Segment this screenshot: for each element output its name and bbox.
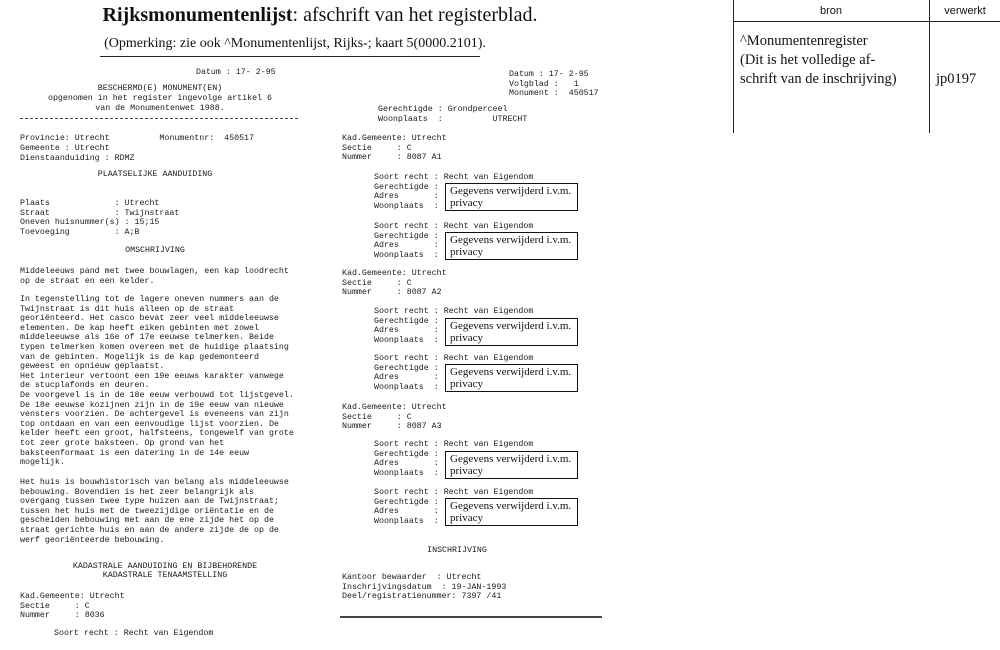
parcel-a1-entry-1-labels: Soort recht : Recht van Eigendom Gerechtigde : Adres : Woonplaats : xyxy=(374,173,534,211)
verwerkt-cell: jp0197 xyxy=(936,71,977,87)
soort-recht-line: Soort recht : Recht van Eigendom xyxy=(54,629,214,638)
omschrijving-paragraph-3: Het huis is bouwhistorisch van belang als middeleeuwse bebouwing. Bovendien is het zeer belangrijk als overgang tussen twee type huizen aan de Twijnstraat; tussen het huis met de tweezijdige oriëntatie en de gescheiden bebouwing met aan de ene zijde het op de straat gerichte huis en aan de andere zijde de op de werf georiënteerde bebouwing. xyxy=(20,478,289,545)
bottom-rule xyxy=(340,616,602,618)
bron-cell: ^Monumentenregister (Dit is het volledige af- schrift van de inschrijving) xyxy=(740,33,897,87)
privacy-redaction-box xyxy=(445,183,578,211)
privacy-redaction-box xyxy=(445,364,578,392)
title-rest: : afschrift van het registerblad. xyxy=(292,4,538,26)
inschrijving-block: Kantoor bewaarder : Utrecht Inschrijvingsdatum : 19-JAN-1993 Deel/registratienummer: 7397 /41 xyxy=(342,573,507,602)
provincie-line: Provincie: Utrecht Monumentnr: 450517 xyxy=(20,134,255,143)
privacy-redaction-box xyxy=(445,498,578,526)
redaction-text: privacy xyxy=(450,246,483,258)
redaction-text: Gegevens verwijderd i.v.m. xyxy=(450,500,572,512)
redaction-text: Gegevens verwijderd i.v.m. xyxy=(450,366,572,378)
note-underline xyxy=(100,56,480,57)
meta-table xyxy=(733,0,1000,133)
parcel-a3-entry-1-labels: Soort recht : Recht van Eigendom Gerechtigde : Adres : Woonplaats : xyxy=(374,440,534,478)
left-heading-2: opgenomen in het register ingevolge artikel 6 xyxy=(47,94,273,103)
plaatselijke-block: Plaats : Utrecht Straat : Twijnstraat Oneven huisnummer(s) : 15;15 Toevoeging : A;B xyxy=(20,199,180,237)
redaction-text: privacy xyxy=(450,512,483,524)
parcel-a3-entry-2-labels: Soort recht : Recht van Eigendom Gerechtigde : Adres : Woonplaats : xyxy=(374,488,534,526)
plaatselijke-heading: PLAATSELIJKE AANDUIDING xyxy=(97,170,213,179)
redaction-text: Gegevens verwijderd i.v.m. xyxy=(450,185,572,197)
table-header-rule xyxy=(733,21,1000,22)
table-border-left xyxy=(733,0,734,133)
column-header-verwerkt: verwerkt xyxy=(944,5,986,17)
redaction-text: privacy xyxy=(450,197,483,209)
parcel-a1-entry-2-labels: Soort recht : Recht van Eigendom Gerechtigde : Adres : Woonplaats : xyxy=(374,222,534,260)
gemeente-line: Gemeente : Utrecht xyxy=(20,144,110,153)
dienstaanduiding-line: Dienstaanduiding : RDMZ xyxy=(20,154,135,163)
parcel-a2-entry-2-labels: Soort recht : Recht van Eigendom Gerechtigde : Adres : Woonplaats : xyxy=(374,354,534,392)
column-header-bron: bron xyxy=(819,5,843,17)
parcel-a2-kad: Kad.Gemeente: Utrecht Sectie : C Nummer : 8087 A2 xyxy=(342,269,447,298)
gerechtigde-block: Gerechtigde : Grondperceel Woonplaats : UTRECHT xyxy=(378,105,528,124)
redaction-text: Gegevens verwijderd i.v.m. xyxy=(450,453,572,465)
page-title xyxy=(0,4,640,27)
left-heading-1: BESCHERMD(E) MONUMENT(EN) xyxy=(97,84,223,93)
right-datum-block: Datum : 17- 2-95 Volgblad : 1 Monument : 450517 xyxy=(509,70,599,99)
parcel-a2-entry-1-labels: Soort recht : Recht van Eigendom Gerechtigde : Adres : Woonplaats : xyxy=(374,307,534,345)
left-datum: Datum : 17- 2-95 xyxy=(196,68,276,77)
privacy-redaction-box xyxy=(445,318,578,346)
redaction-text: privacy xyxy=(450,332,483,344)
redaction-text: privacy xyxy=(450,465,483,477)
omschrijving-paragraph-1: Middeleeuws pand met twee bouwlagen, een kap loodrecht op de straat en een kelder. xyxy=(20,267,289,286)
kadastrale-block: Kad.Gemeente: Utrecht Sectie : C Nummer : 8036 xyxy=(20,592,125,621)
kadastrale-heading-1: KADASTRALE AANDUIDING EN BIJBEHORENDE xyxy=(72,562,258,571)
left-dashed-rule xyxy=(20,118,298,119)
omschrijving-paragraph-2: In tegenstelling tot de lagere oneven nummers aan de Twijnstraat is dit huis alleen op de straat georiënteerd. Het casco bevat zeer veel middeleeuwse elementen. De kap heeft eiken gebinten met zowel middeleeuwse als 16e of 17e eeuwse telmerken. Beide typen telmerken komen overeen met de huidige plaatsing van de gebinten. Mogelijk is de kap gedemonteerd geweest en opnieuw geplaatst. Het interieur vertoont een 19e eeuws karakter vanwege de stucplafonds en deuren. De voorgevel is in de 18e eeuw verbouwd tot lijstgevel. De 18e eeuwse kozijnen zijn in de 19e eeuw van nieuwe vensters voorzien. De achtergevel is eveneens van zijn top ontdaan en van een eenvoudige lijst voorzien. De kelder heeft een groot, halfsteens, tongewelf van grote tot zeer grote baksteen. Op grond van het baksteenformaat is een datering in de 14e eeuw mogelijk. xyxy=(20,295,294,468)
redaction-text: Gegevens verwijderd i.v.m. xyxy=(450,320,572,332)
omschrijving-heading: OMSCHRIJVING xyxy=(125,246,185,255)
left-heading-3: van de Monumentenwet 1988. xyxy=(95,104,225,113)
redaction-text: privacy xyxy=(450,378,483,390)
parcel-a1-kad: Kad.Gemeente: Utrecht Sectie : C Nummer : 8087 A1 xyxy=(342,134,447,163)
privacy-redaction-box xyxy=(445,451,578,479)
redaction-text: Gegevens verwijderd i.v.m. xyxy=(450,234,572,246)
kadastrale-heading-2: KADASTRALE TENAAMSTELLING xyxy=(102,571,228,580)
title-bold: Rijksmonumentenlijst xyxy=(102,4,293,26)
inschrijving-heading: INSCHRIJVING xyxy=(427,546,487,555)
cross-reference-note: (Opmerking: zie ook ^Monumentenlijst, Rijks-; kaart 5(0000.2101). xyxy=(104,36,486,51)
privacy-redaction-box xyxy=(445,232,578,260)
parcel-a3-kad: Kad.Gemeente: Utrecht Sectie : C Nummer : 8087 A3 xyxy=(342,403,447,432)
